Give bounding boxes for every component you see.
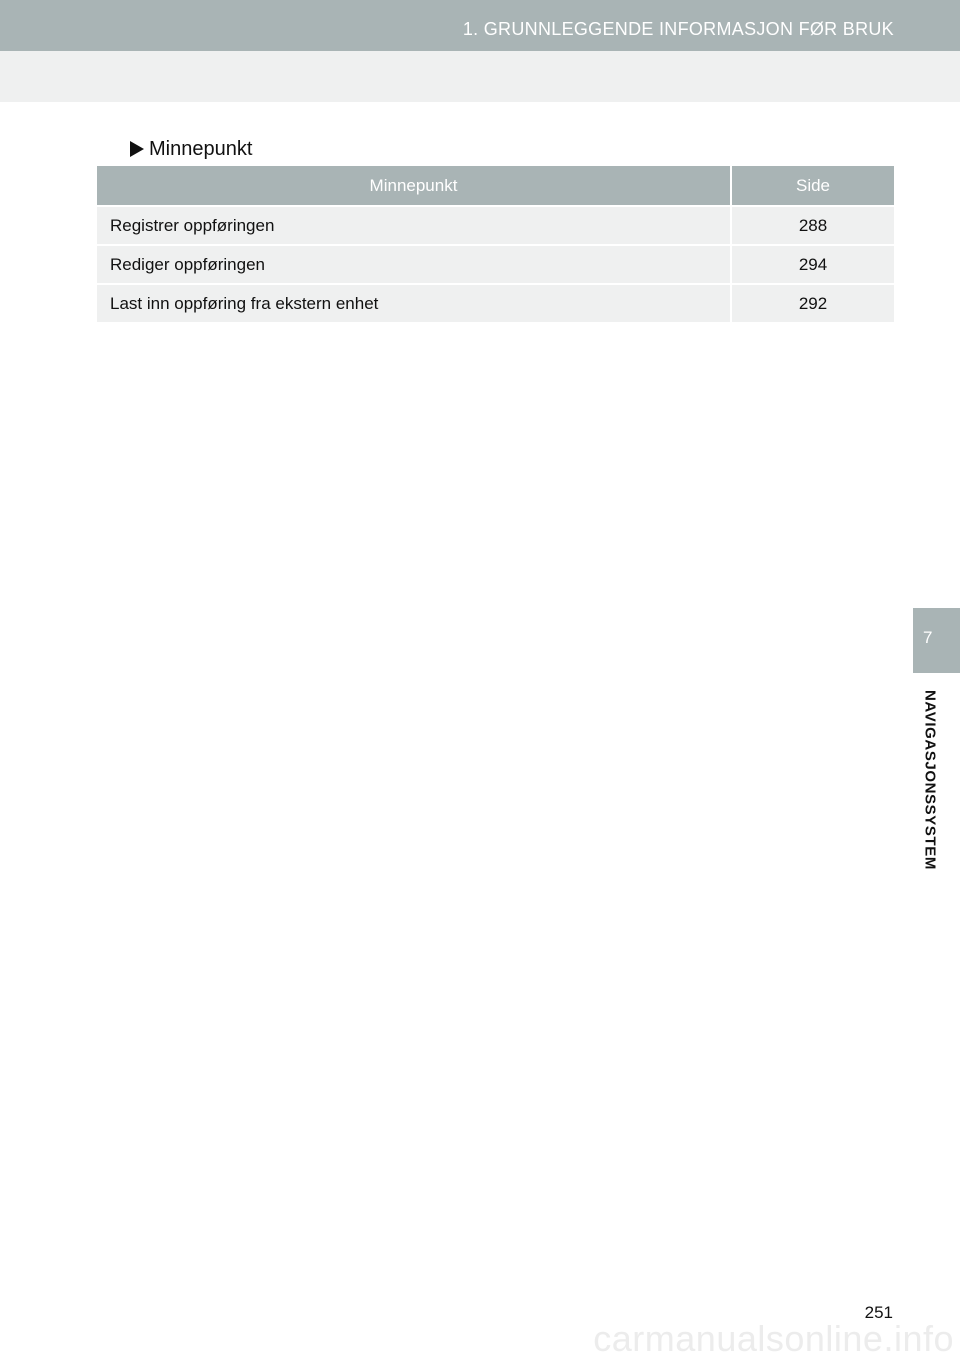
table-header-row — [97, 166, 894, 206]
table-cell-page: 294 — [731, 245, 894, 284]
section-heading — [130, 137, 252, 161]
chapter-tab — [913, 608, 960, 673]
table-row — [97, 284, 894, 322]
chapter-side-label: NAVIGASJONSSYSTEM — [921, 690, 939, 870]
chapter-number: 7 — [923, 628, 933, 647]
column-header-page: Side — [731, 166, 894, 206]
table-cell-page: 292 — [731, 284, 894, 322]
reference-table — [97, 166, 894, 322]
column-header-item: Minnepunkt — [97, 166, 731, 206]
table-cell-item: Registrer oppføringen — [97, 206, 731, 245]
table-row — [97, 206, 894, 245]
page-number: 251 — [864, 1303, 893, 1322]
chapter-title: 1. GRUNNLEGGENDE INFORMASJON FØR BRUK — [462, 19, 894, 39]
table-cell-page: 288 — [731, 206, 894, 245]
table-row — [97, 245, 894, 284]
table-cell-item: Rediger oppføringen — [97, 245, 731, 284]
subheader-band — [0, 51, 960, 102]
triangle-bullet-icon — [130, 141, 144, 157]
section-heading-text: Minnepunkt — [149, 137, 253, 160]
table-cell-item: Last inn oppføring fra ekstern enhet — [97, 284, 731, 322]
header-band — [0, 0, 960, 51]
watermark: carmanualsonline.info — [593, 1318, 954, 1359]
